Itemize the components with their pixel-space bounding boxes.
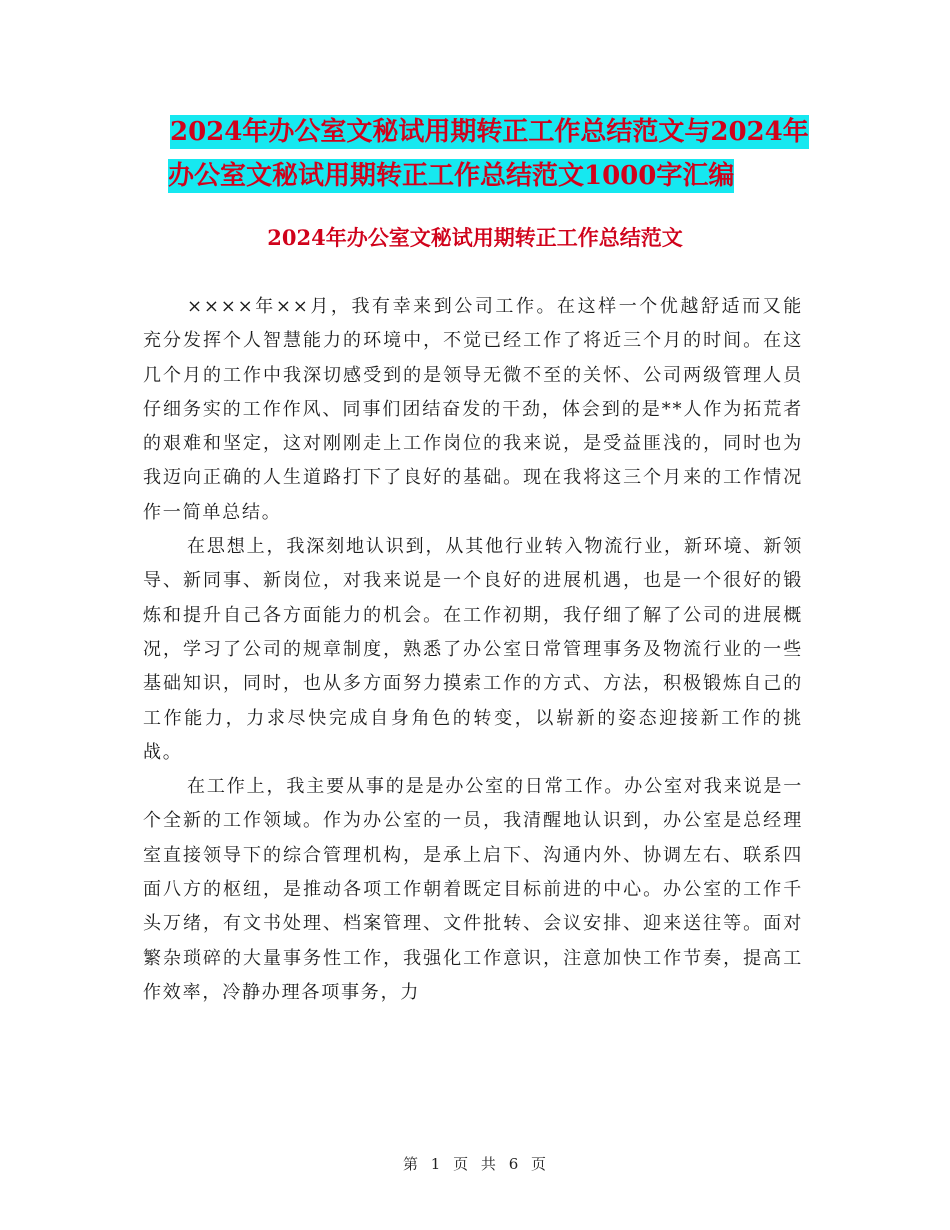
document-body (143, 290, 803, 1010)
paragraph: 在工作上，我主要从事的是是办公室的日常工作。办公室对我来说是一个全新的工作领域。作为办公室的一员，我清醒地认识到，办公室是总经理室直接领导下的综合管理机构，是承上启下、沟通内外、协调左右、联系四面八方的枢纽，是推动各项工作朝着既定目标前进的中心。办公室的工作千头万绪，有文书处理、档案管理、文件批转、会议安排、迎来送往等。面对繁杂琐碎的大量事务性工作，我强化工作意识，注意加快工作节奏，提高工作效率，冷静办理各项事务，力 (143, 776, 803, 1003)
title-line-1 (170, 110, 830, 154)
footer-current-page: 1 (430, 1155, 442, 1173)
footer-page-label: 页 (453, 1155, 470, 1173)
title-line-2 (168, 154, 830, 198)
footer-total-pages: 6 (508, 1155, 520, 1173)
paragraph: 在思想上，我深刻地认识到，从其他行业转入物流行业，新环境、新领导、新同事、新岗位，对我来说是一个良好的进展机遇，也是一个很好的锻炼和提升自己各方面能力的机会。在工作初期，我仔细了解了公司的进展概况，学习了公司的规章制度，熟悉了办公室日常管理事务及物流行业的一些基础知识，同时，也从多方面努力摸索工作的方式、方法，积极锻炼自己的工作能力，力求尽快完成自身角色的转变，以崭新的姿态迎接新工作的挑战。 (143, 536, 803, 763)
footer-total-label: 共 (480, 1155, 497, 1173)
section-subtitle: 2024年办公室文秘试用期转正工作总结范文 (267, 225, 683, 250)
title-line-1-text: 2024年办公室文秘试用期转正工作总结范文与2024年 (170, 117, 809, 147)
title-line-2-text: 办公室文秘试用期转正工作总结范文1000字汇编 (168, 161, 735, 191)
footer-prefix: 第 (402, 1155, 419, 1173)
page-footer (0, 1153, 950, 1175)
footer-suffix: 页 (531, 1155, 548, 1173)
document-title (170, 110, 830, 198)
paragraph: ××××年××月，我有幸来到公司工作。在这样一个优越舒适而又能充分发挥个人智慧能力的环境中，不觉已经工作了将近三个月的时间。在这几个月的工作中我深切感受到的是领导无微不至的关怀、公司两级管理人员仔细务实的工作作风、同事们团结奋发的干劲，体会到的是**人作为拓荒者的艰难和坚定，这对刚刚走上工作岗位的我来说，是受益匪浅的，同时也为我迈向正确的人生道路打下了良好的基础。现在我将这三个月来的工作情况作一简单总结。 (143, 296, 803, 523)
